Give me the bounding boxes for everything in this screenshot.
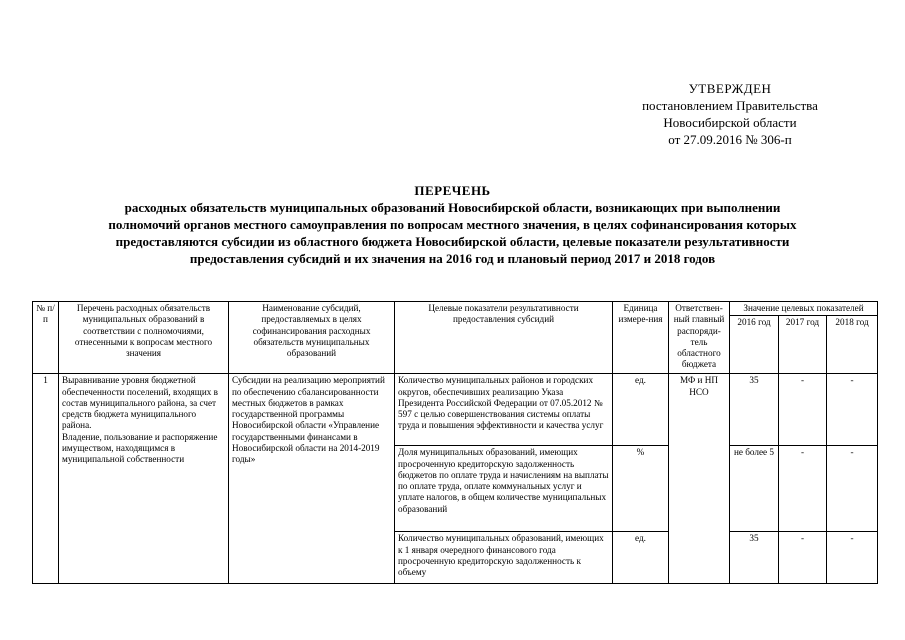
header-unit: Единица измере-ния <box>613 302 669 374</box>
approval-line-2: постановлением Правительства <box>642 98 818 113</box>
obligation-1: Выравнивание уровня бюджетной обеспеченности поселений, входящих в состав муниципального района, за счет средств бюджета муниципального района. <box>62 375 219 431</box>
header-values-group: Значение целевых показателей <box>730 302 878 316</box>
header-2016: 2016 год <box>730 316 779 374</box>
indicator-2-unit: % <box>613 446 669 532</box>
row-responsible: МФ и НП НСО <box>669 374 730 584</box>
table-header-row <box>33 302 878 316</box>
header-subsidies: Наименование субсидий, предоставляемых в целях софинансирования расходных обязательств муниципальных образований <box>229 302 395 374</box>
heading-line-4: предоставления субсидий и их значения на 2016 год и плановый период 2017 и 2018 годов <box>189 251 716 266</box>
header-2017: 2017 год <box>779 316 827 374</box>
row-obligations <box>59 374 229 584</box>
approval-stamp <box>600 80 860 148</box>
indicator-3-text: Количество муниципальных образований, имеющих к 1 января очередного финансового года просроченную кредиторскую задолженность к объему <box>395 532 613 584</box>
indicator-1-text: Количество муниципальных районов и городских округов, обеспечивших реализацию Указа Президента Российской Федерации от 07.05.2012 № 597 с целью совершенствования системы оплаты труда и повышения эффективности и качества услуг <box>395 374 613 446</box>
header-2018: 2018 год <box>827 316 878 374</box>
obligation-2: Владение, пользование и распоряжение имуществом, находящимся в муниципальной собственности <box>62 431 218 465</box>
table-row <box>33 374 878 446</box>
indicator-1-2018: - <box>827 374 878 446</box>
approval-date: от 27.09.2016 № 306-п <box>668 132 792 147</box>
header-responsible: Ответствен-ный главный распоряди-тель областного бюджета <box>669 302 730 374</box>
row-num: 1 <box>33 374 59 584</box>
heading-line-3: предоставляются субсидии из областного бюджета Новосибирской области, целевые показатели результативности <box>115 234 790 249</box>
indicator-3-unit: ед. <box>613 532 669 584</box>
approval-title: УТВЕРЖДЕН <box>688 81 772 96</box>
row-subsidy: Субсидии на реализацию мероприятий по обеспечению сбалансированности местных бюджетов в рамках государственной программы Новосибирской области «Управление государственными финансами в Новосибирской области на 2014-2019 годы» <box>229 374 395 584</box>
indicator-2-2017: - <box>779 446 827 532</box>
heading-line-1: расходных обязательств муниципальных образований Новосибирской области, возникающих при выполнении <box>124 200 781 215</box>
header-indicators: Целевые показатели результативности предоставления субсидий <box>395 302 613 374</box>
indicator-3-2018: - <box>827 532 878 584</box>
document-heading <box>40 182 865 267</box>
indicator-1-unit: ед. <box>613 374 669 446</box>
heading-line-2: полномочий органов местного самоуправления по вопросам местного значения, в целях софинансирования которых <box>108 217 797 232</box>
header-num: № п/п <box>33 302 59 374</box>
indicator-3-2017: - <box>779 532 827 584</box>
indicator-2-2016: не более 5 <box>730 446 779 532</box>
document-title: ПЕРЕЧЕНЬ <box>414 183 491 198</box>
indicator-1-2016: 35 <box>730 374 779 446</box>
indicator-2-2018: - <box>827 446 878 532</box>
indicator-2-text: Доля муниципальных образований, имеющих просроченную кредиторскую задолженность бюджетов по оплате труда и начислениям на выплаты по оплате труда, оплате коммунальных услуг и уплате налогов, в общем количестве муниципальных образований <box>395 446 613 532</box>
approval-line-3: Новосибирской области <box>663 115 797 130</box>
indicator-3-2016: 35 <box>730 532 779 584</box>
header-obligations: Перечень расходных обязательств муниципальных образований в соответствии с полномочиями, отнесенными к вопросам местного значения <box>59 302 229 374</box>
indicator-1-2017: - <box>779 374 827 446</box>
obligations-table <box>32 301 878 584</box>
